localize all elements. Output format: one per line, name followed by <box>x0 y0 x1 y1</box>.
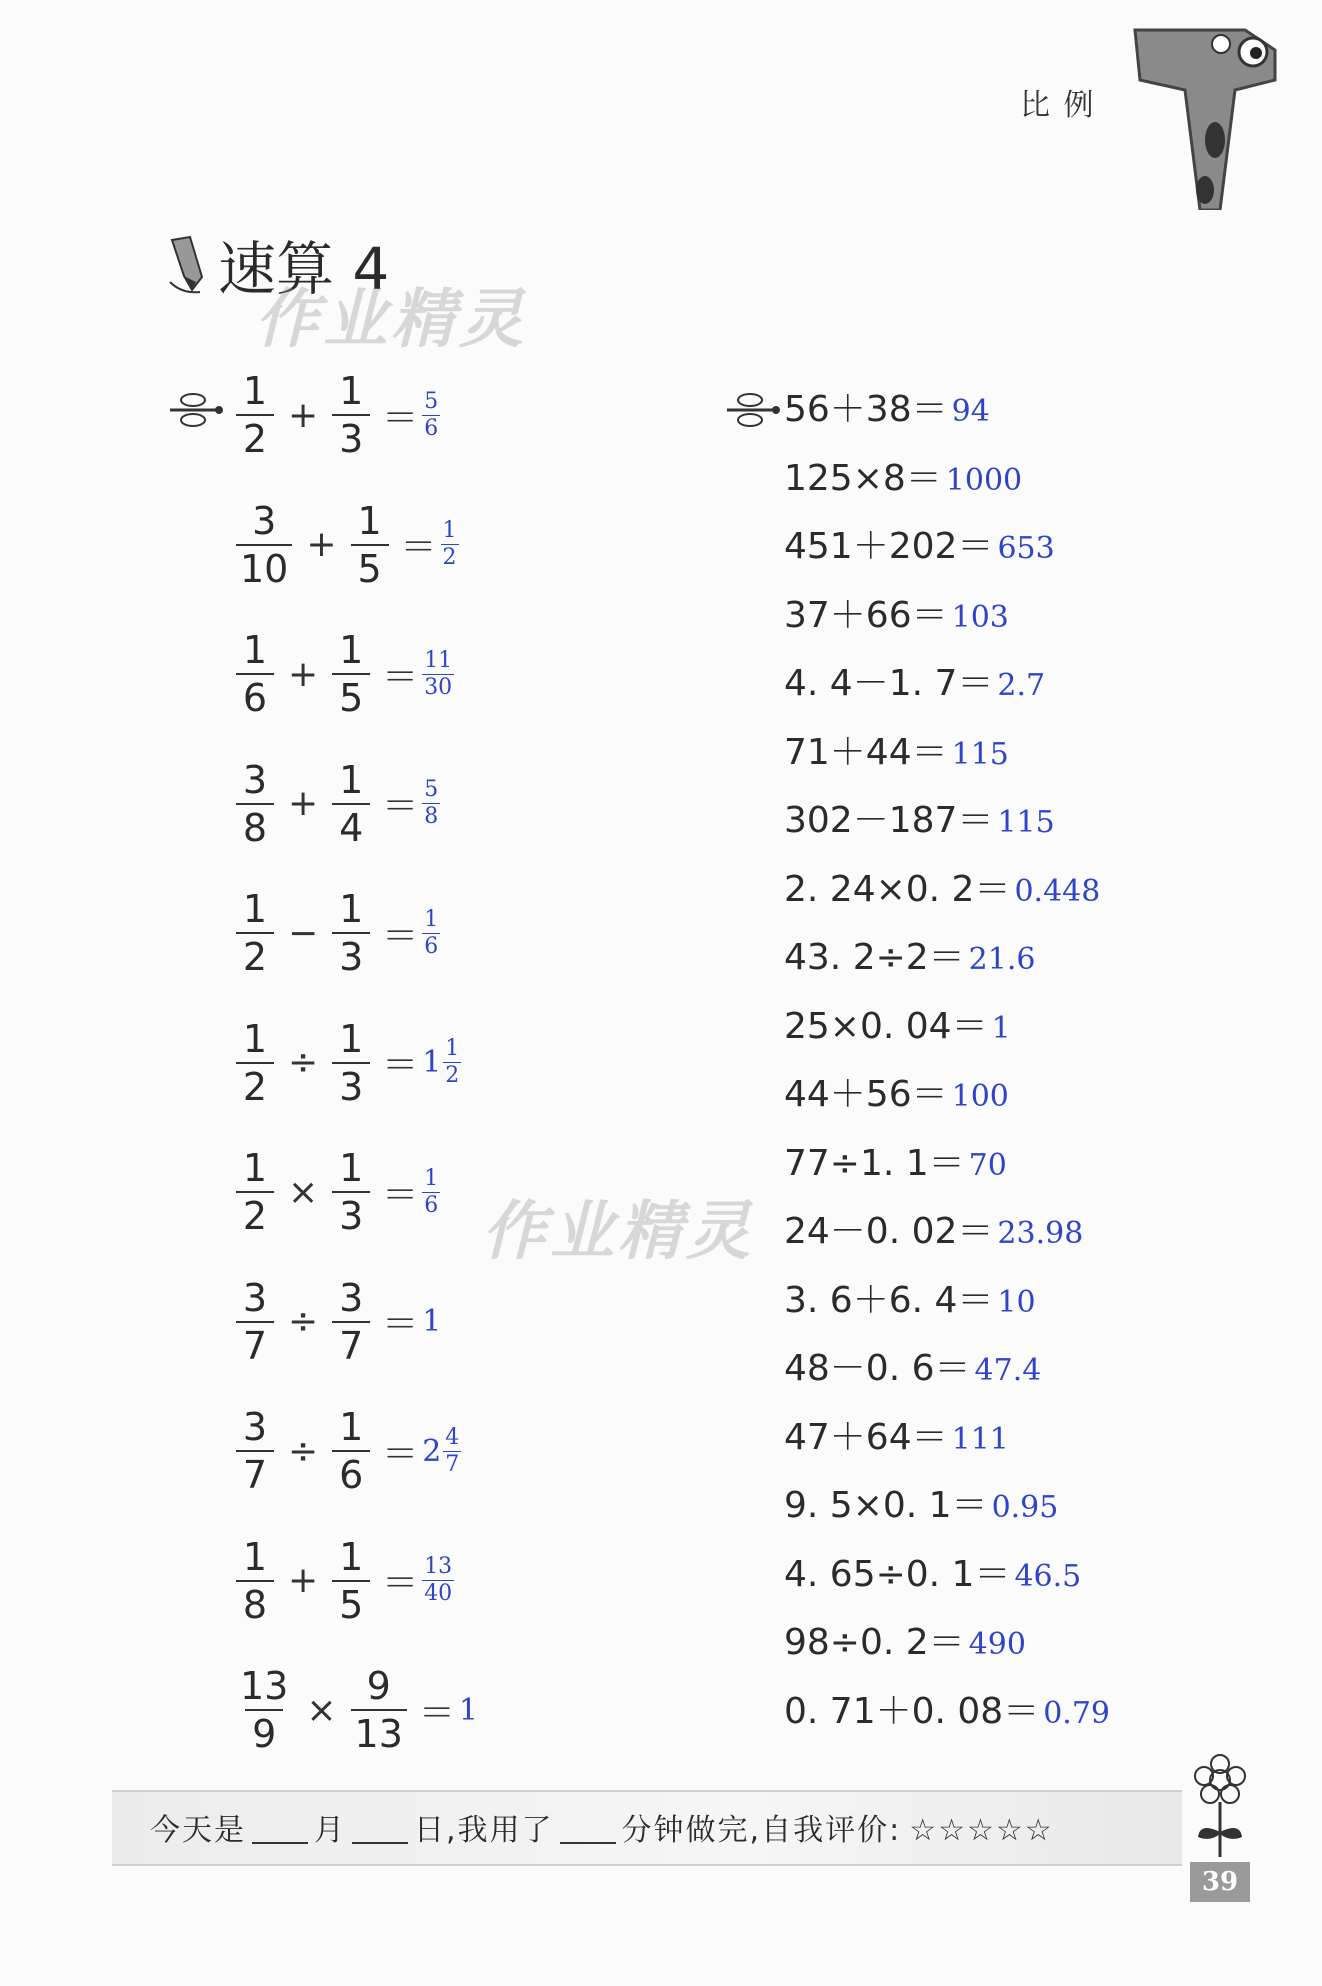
operator: + <box>288 394 319 436</box>
denominator: 6 <box>332 1450 370 1494</box>
question: 3. 6＋6. 4＝ <box>784 1279 994 1321</box>
answer-fraction <box>422 906 440 959</box>
answer <box>459 1693 478 1728</box>
equals-sign: ＝ <box>382 1433 419 1475</box>
operator: × <box>288 1171 319 1213</box>
calc-problem <box>784 1413 1009 1463</box>
fraction-problem <box>232 1137 440 1247</box>
denominator: 13 <box>351 1709 407 1753</box>
answer-numerator: 5 <box>424 388 439 414</box>
answer <box>422 388 440 441</box>
operator: + <box>288 1560 319 1601</box>
answer-fraction <box>422 647 454 700</box>
denominator: 2 <box>236 932 274 976</box>
operand-fraction <box>332 757 370 850</box>
denominator: 3 <box>332 1191 370 1235</box>
operand-fraction <box>332 1016 370 1109</box>
answer-numerator: 1 <box>442 518 457 543</box>
answer: 70 <box>968 1147 1007 1183</box>
answer-fraction <box>422 388 440 441</box>
answer-whole: 1 <box>422 1045 442 1080</box>
calc-problem <box>784 1618 1026 1668</box>
answer: 111 <box>951 1421 1009 1457</box>
denominator: 7 <box>236 1450 274 1494</box>
numerator: 9 <box>366 1664 391 1708</box>
numerator: 1 <box>339 1146 364 1190</box>
answer-numerator: 11 <box>424 647 453 673</box>
operator: − <box>288 912 319 954</box>
question: 47＋64＝ <box>784 1416 948 1458</box>
answer-denominator: 6 <box>424 933 439 959</box>
equals-sign: ＝ <box>382 1304 419 1345</box>
denominator: 2 <box>236 1062 274 1106</box>
answer-fraction <box>422 1165 440 1218</box>
answer-numerator: 1 <box>445 1036 460 1061</box>
answer-denominator: 6 <box>424 1192 439 1218</box>
fraction-problem <box>232 1655 478 1765</box>
denominator: 3 <box>332 1062 370 1106</box>
equals-sign: ＝ <box>382 915 419 957</box>
denominator: 9 <box>245 1709 283 1753</box>
pencil-icon <box>162 232 212 297</box>
calc-problem <box>784 1207 1083 1257</box>
answer: 0.448 <box>1014 873 1101 909</box>
question: 0. 71＋0. 08＝ <box>784 1690 1040 1732</box>
operator: × <box>306 1689 337 1731</box>
question: 2. 24×0. 2＝ <box>784 868 1011 910</box>
answer: 10 <box>997 1284 1036 1320</box>
denominator: 5 <box>332 1580 370 1624</box>
answer: 653 <box>997 531 1055 566</box>
footer-text-month: 月 <box>314 1813 346 1848</box>
chapter-label: 比 例 <box>1020 88 1096 123</box>
answer <box>422 906 440 959</box>
numerator: 1 <box>242 887 268 931</box>
denominator: 2 <box>236 414 274 458</box>
question: 125×8＝ <box>784 457 942 499</box>
watermark-center: 作业精灵 <box>482 1195 754 1269</box>
denominator: 8 <box>236 803 274 847</box>
answer <box>441 520 459 569</box>
day-blank[interactable] <box>352 1814 408 1844</box>
operand-fraction <box>332 1534 370 1627</box>
answer-denominator: 6 <box>424 415 439 441</box>
page-number: 39 <box>1190 1862 1250 1902</box>
question: 43. 2÷2＝ <box>784 937 965 978</box>
answer: 21.6 <box>968 942 1036 977</box>
calc-problem <box>784 796 1055 846</box>
question: 56＋38＝ <box>784 389 948 430</box>
denominator: 10 <box>236 544 292 588</box>
answer <box>422 779 440 828</box>
operand-fraction <box>236 1405 274 1497</box>
operator: ÷ <box>288 1042 319 1083</box>
answer <box>422 1165 440 1218</box>
operand-fraction <box>236 1016 274 1109</box>
question: 302－187＝ <box>784 800 994 841</box>
numerator: 1 <box>339 1405 364 1449</box>
question: 98÷0. 2＝ <box>784 1622 965 1663</box>
fraction-problem <box>232 1396 461 1506</box>
answer <box>422 647 454 700</box>
equals-sign: ＝ <box>382 1174 419 1216</box>
operand-fraction <box>332 628 370 720</box>
denominator: 5 <box>351 544 389 588</box>
question: 4. 4－1. 7＝ <box>784 663 994 704</box>
operand-fraction <box>236 498 292 591</box>
numerator: 13 <box>240 1664 289 1708</box>
numerator: 1 <box>242 628 268 672</box>
numerator: 1 <box>242 1534 268 1579</box>
numerator: 1 <box>357 498 382 543</box>
answer: 103 <box>951 599 1009 635</box>
numerator: 3 <box>252 498 277 543</box>
fraction-problem <box>232 749 440 859</box>
denominator: 5 <box>332 673 370 717</box>
answer: 0.95 <box>991 1490 1059 1525</box>
numerator: 1 <box>339 1534 364 1579</box>
dragonfly-icon <box>722 388 782 433</box>
self-evaluation <box>150 1805 1054 1849</box>
numerator: 1 <box>339 887 364 931</box>
equals-sign: ＝ <box>382 656 419 698</box>
answer-denominator: 7 <box>445 1451 460 1477</box>
calc-problem <box>784 728 1009 778</box>
numerator: 1 <box>339 628 364 672</box>
calc-problem <box>784 1276 1036 1326</box>
operand-fraction <box>236 1146 274 1238</box>
numerator: 3 <box>242 1275 268 1320</box>
equals-sign: ＝ <box>400 527 437 568</box>
question: 9. 5×0. 1＝ <box>784 1485 988 1526</box>
numerator: 3 <box>242 1405 268 1449</box>
question: 25×0. 04＝ <box>784 1005 988 1047</box>
equals-sign: ＝ <box>382 1563 419 1604</box>
question: 77÷1. 1＝ <box>784 1142 965 1184</box>
operator: ÷ <box>288 1430 319 1472</box>
footer-text-minutes: 分钟做完,自我评价: <box>621 1813 902 1848</box>
question: 451＋202＝ <box>784 526 994 567</box>
question: 37＋66＝ <box>784 594 948 636</box>
month-blank[interactable] <box>252 1814 308 1844</box>
answer-fraction <box>443 1424 461 1477</box>
operator: + <box>288 783 319 824</box>
operand-fraction <box>236 887 274 979</box>
operand-fraction <box>236 1664 292 1756</box>
denominator: 7 <box>236 1321 274 1365</box>
calc-problem <box>784 454 1022 504</box>
numerator: 1 <box>242 1016 268 1061</box>
answer-whole: 2 <box>422 1433 442 1469</box>
calc-problem <box>784 659 1045 709</box>
calc-problem <box>784 591 1009 641</box>
answer-integer: 1 <box>458 1692 478 1728</box>
answer-fraction <box>443 1038 461 1087</box>
rating-stars[interactable]: ☆☆☆☆☆ <box>909 1813 1054 1848</box>
operand-fraction <box>236 628 274 720</box>
fraction-problem <box>232 360 440 470</box>
answer-numerator: 13 <box>424 1554 453 1579</box>
footer-text-today: 今天是 <box>150 1813 246 1848</box>
equals-sign: ＝ <box>382 1045 419 1086</box>
watermark-top: 作业精灵 <box>255 283 527 357</box>
answer-fraction <box>422 1556 454 1605</box>
answer: 1 <box>991 1010 1011 1046</box>
operator: ÷ <box>288 1301 319 1342</box>
denominator: 3 <box>332 932 370 976</box>
answer-fraction <box>441 520 459 569</box>
numerator: 3 <box>339 1275 364 1320</box>
question: 71＋44＝ <box>784 731 948 773</box>
calc-problem <box>784 1070 1009 1120</box>
question: 4. 65÷0. 1＝ <box>784 1553 1011 1595</box>
calc-problem <box>784 522 1055 572</box>
footer-text-day: 日,我用了 <box>414 1813 554 1848</box>
numerator: 1 <box>339 1016 364 1061</box>
answer: 0.79 <box>1043 1695 1110 1731</box>
answer-numerator: 5 <box>424 777 439 802</box>
section-title: 速算 4 <box>218 235 390 303</box>
fraction-problem <box>232 878 440 988</box>
answer <box>422 1424 461 1477</box>
fraction-problem <box>232 1267 441 1377</box>
operand-fraction <box>351 498 389 591</box>
denominator: 3 <box>332 414 370 458</box>
flower-icon <box>1190 1752 1250 1862</box>
calc-problem <box>784 1344 1041 1394</box>
answer: 46.5 <box>1014 1558 1082 1594</box>
giraffe-illustration <box>1125 20 1285 210</box>
answer-denominator: 2 <box>445 1063 460 1088</box>
equals-sign: ＝ <box>418 1692 455 1734</box>
answer-denominator: 8 <box>424 804 439 829</box>
answer: 1000 <box>945 462 1023 498</box>
operand-fraction <box>236 1275 274 1368</box>
calc-problem <box>784 385 990 435</box>
answer: 115 <box>951 736 1009 772</box>
answer <box>422 1038 461 1087</box>
fraction-problem <box>232 1526 454 1636</box>
answer-fraction <box>422 779 440 828</box>
fraction-problem <box>232 619 454 729</box>
equals-sign: ＝ <box>382 786 419 827</box>
denominator: 2 <box>236 1191 274 1235</box>
answer: 100 <box>951 1079 1009 1114</box>
answer-denominator: 30 <box>424 674 453 700</box>
answer-numerator: 4 <box>445 1424 460 1450</box>
calc-problem <box>784 1139 1007 1189</box>
answer: 115 <box>997 805 1055 840</box>
numerator: 3 <box>242 757 268 802</box>
equals-sign: ＝ <box>382 397 419 439</box>
operand-fraction <box>332 1146 370 1238</box>
answer-denominator: 40 <box>424 1581 453 1606</box>
operand-fraction <box>236 1534 274 1627</box>
calc-problem <box>784 1002 1011 1052</box>
calc-problem <box>784 1687 1110 1737</box>
operand-fraction <box>332 1405 370 1497</box>
answer-integer: 1 <box>422 1304 442 1339</box>
answer <box>422 1304 441 1339</box>
operand-fraction <box>236 369 274 461</box>
calc-problem <box>784 865 1100 915</box>
operand-fraction <box>236 757 274 850</box>
answer: 490 <box>968 1627 1026 1662</box>
answer: 23.98 <box>997 1216 1084 1251</box>
minutes-blank[interactable] <box>560 1814 616 1844</box>
answer <box>422 1556 454 1605</box>
denominator: 6 <box>236 673 274 717</box>
numerator: 1 <box>242 1146 268 1190</box>
fraction-problem <box>232 490 459 600</box>
answer-numerator: 1 <box>424 1165 439 1191</box>
operator: + <box>288 653 319 695</box>
answer: 94 <box>951 394 990 429</box>
answer: 47.4 <box>974 1353 1042 1388</box>
question: 44＋56＝ <box>784 1074 948 1115</box>
numerator: 1 <box>339 757 364 802</box>
denominator: 7 <box>332 1321 370 1365</box>
fraction-problem <box>232 1008 461 1118</box>
calc-problem <box>784 1550 1081 1600</box>
operand-fraction <box>332 1275 370 1368</box>
calc-problem <box>784 933 1035 983</box>
answer-denominator: 2 <box>442 545 457 570</box>
answer-numerator: 1 <box>424 906 439 932</box>
calc-problem <box>784 1481 1058 1531</box>
question: 24－0. 02＝ <box>784 1211 994 1252</box>
denominator: 8 <box>236 1580 274 1624</box>
operator: + <box>306 524 337 565</box>
numerator: 1 <box>339 369 364 413</box>
operand-fraction <box>332 887 370 979</box>
question: 48－0. 6＝ <box>784 1348 971 1389</box>
numerator: 1 <box>242 369 268 413</box>
answer: 2.7 <box>997 668 1046 703</box>
denominator: 4 <box>332 803 370 847</box>
operand-fraction <box>351 1664 407 1756</box>
operand-fraction <box>332 369 370 461</box>
dragonfly-icon <box>165 388 225 433</box>
